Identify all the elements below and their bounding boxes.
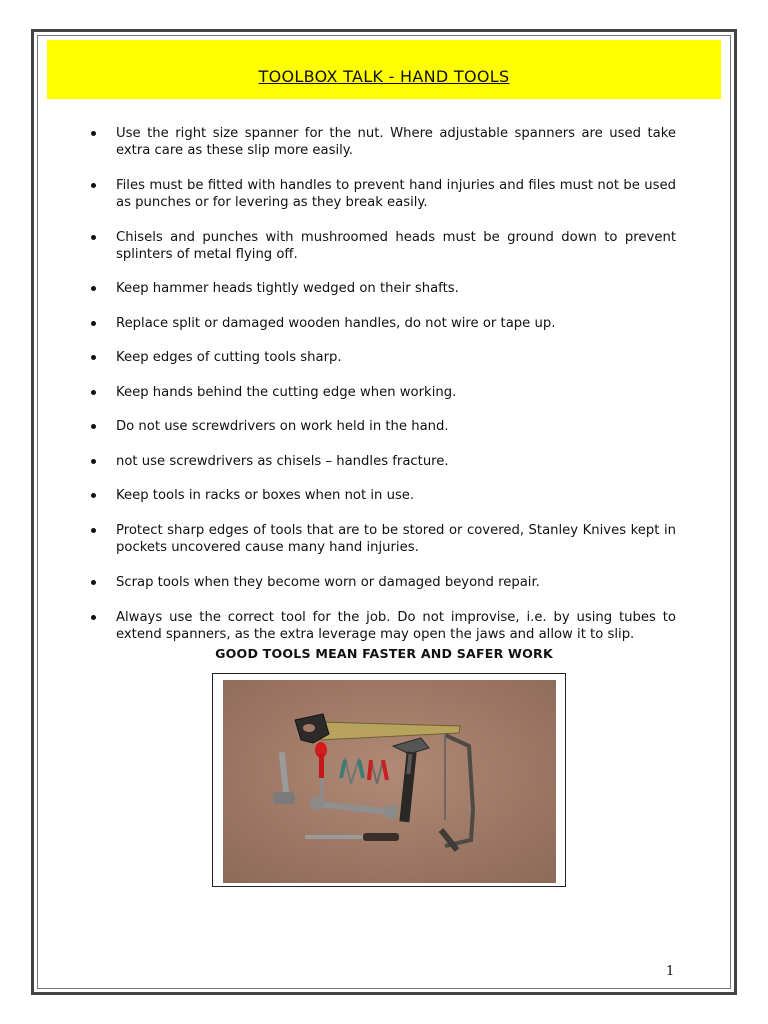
bullet-icon — [91, 355, 96, 360]
list-item-text: Always use the correct tool for the job. Do not improvise, i.e. by using tubes to extend spanners, as the extra leverage may open the jaws and allow it to slip. — [116, 610, 676, 642]
list-item — [88, 487, 676, 504]
tools-photo — [223, 680, 556, 883]
list-item-text: Keep tools in racks or boxes when not in use. — [116, 488, 415, 503]
bullet-icon — [91, 131, 96, 136]
list-item — [88, 522, 676, 556]
list-item — [88, 229, 676, 263]
list-item — [88, 384, 676, 401]
list-item-text: Replace split or damaged wooden handles, do not wire or tape up. — [116, 316, 556, 331]
list-item-text: Protect sharp edges of tools that are to be stored or covered, Stanley Knives kept in pockets uncovered cause many hand injuries. — [116, 523, 676, 555]
bullet-icon — [91, 528, 96, 533]
bullet-icon — [91, 390, 96, 395]
safety-rules-list — [88, 125, 676, 643]
list-item — [88, 574, 676, 591]
list-item — [88, 315, 676, 332]
bullet-icon — [91, 235, 96, 240]
list-item-text: Keep hands behind the cutting edge when working. — [116, 385, 457, 400]
list-item — [88, 349, 676, 366]
bullet-icon — [91, 493, 96, 498]
bullet-icon — [91, 459, 96, 464]
list-item — [88, 125, 676, 159]
list-item-text: not use screwdrivers as chisels – handles fracture. — [116, 454, 449, 469]
list-item-text: Keep edges of cutting tools sharp. — [116, 350, 342, 365]
list-item-text: Files must be fitted with handles to prevent hand injuries and files must not be used as punches or for levering as they break easily. — [116, 178, 676, 210]
list-item — [88, 280, 676, 297]
list-item — [88, 453, 676, 470]
list-item — [88, 177, 676, 211]
tools-illustration — [223, 680, 556, 883]
bullet-icon — [91, 580, 96, 585]
bullet-icon — [91, 424, 96, 429]
bullet-icon — [91, 615, 96, 620]
page-title: TOOLBOX TALK - HAND TOOLS — [258, 67, 510, 86]
bullet-icon — [91, 321, 96, 326]
tools-photo-frame — [212, 673, 566, 887]
list-item — [88, 418, 676, 435]
list-item-text: Chisels and punches with mushroomed heads must be ground down to prevent splinters of metal flying off. — [116, 230, 676, 262]
list-item-text: Keep hammer heads tightly wedged on their shafts. — [116, 281, 459, 296]
title-banner — [47, 40, 721, 99]
bullet-icon — [91, 286, 96, 291]
list-item-text: Scrap tools when they become worn or damaged beyond repair. — [116, 575, 540, 590]
bullet-icon — [91, 183, 96, 188]
tagline: GOOD TOOLS MEAN FASTER AND SAFER WORK — [215, 646, 553, 661]
list-item-text: Use the right size spanner for the nut. Where adjustable spanners are used take extra care as these slip more easily. — [116, 126, 676, 158]
page-number: 1 — [666, 964, 675, 979]
list-item — [88, 609, 676, 643]
list-item-text: Do not use screwdrivers on work held in the hand. — [116, 419, 449, 434]
